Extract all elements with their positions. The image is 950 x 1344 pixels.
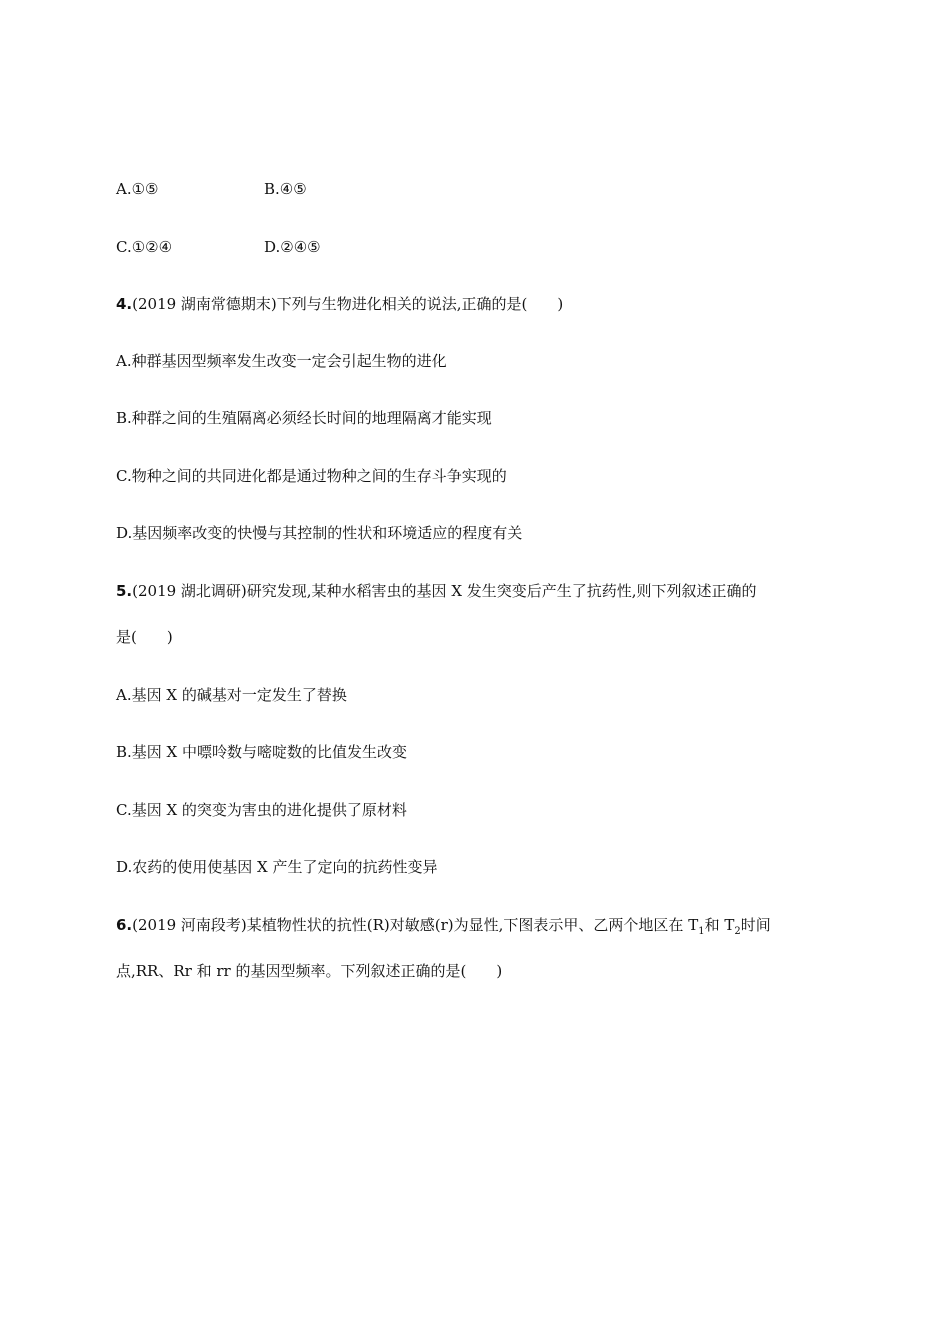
q6-subscript-2: 2 [734, 926, 741, 937]
q6-stem-text-b: 和 T [704, 916, 735, 934]
q4-number: 4. [116, 295, 133, 313]
q3-option-b: B.④⑤ [264, 180, 307, 198]
q4-stem-text: (2019 湖南常德期末)下列与生物进化相关的说法,正确的是( ) [132, 295, 564, 313]
q4-option-c: C.物种之间的共同进化都是通过物种之间的生存斗争实现的 [116, 467, 507, 485]
q5-option-d: D.农药的使用使基因 X 产生了定向的抗药性变异 [116, 858, 438, 876]
q3-option-c: C.①②④ [116, 238, 173, 256]
q6-stem-text-c: 时间 [740, 916, 771, 934]
q4-stem [116, 294, 563, 314]
q5-stem-line1 [116, 581, 757, 601]
q6-subscript-1: 1 [698, 926, 705, 937]
q4-option-b: B.种群之间的生殖隔离必须经长时间的地理隔离才能实现 [116, 409, 492, 427]
q5-stem-text: (2019 湖北调研)研究发现,某种水稻害虫的基因 X 发生突变后产生了抗药性,则下列叙述正确的 [132, 582, 757, 600]
q4-option-a: A.种群基因型频率发生改变一定会引起生物的进化 [116, 352, 447, 370]
q5-stem-line2: 是( ) [116, 628, 173, 646]
q5-option-c: C.基因 X 的突变为害虫的进化提供了原材料 [116, 801, 407, 819]
q5-option-b: B.基因 X 中嘌呤数与嘧啶数的比值发生改变 [116, 743, 408, 761]
q6-stem-text-a: (2019 河南段考)某植物性状的抗性(R)对敏感(r)为显性,下图表示甲、乙两个地区在 T [132, 916, 699, 934]
q6-number: 6. [116, 916, 133, 934]
q5-number: 5. [116, 582, 133, 600]
q4-option-d: D.基因频率改变的快慢与其控制的性状和环境适应的程度有关 [116, 524, 523, 542]
q5-option-a: A.基因 X 的碱基对一定发生了替换 [116, 686, 347, 704]
q3-option-a: A.①⑤ [116, 180, 159, 198]
q3-option-d: D.②④⑤ [264, 238, 321, 256]
q6-stem-line1 [116, 915, 771, 942]
q6-stem-line2: 点,RR、Rr 和 rr 的基因型频率。下列叙述正确的是( ) [116, 962, 503, 980]
